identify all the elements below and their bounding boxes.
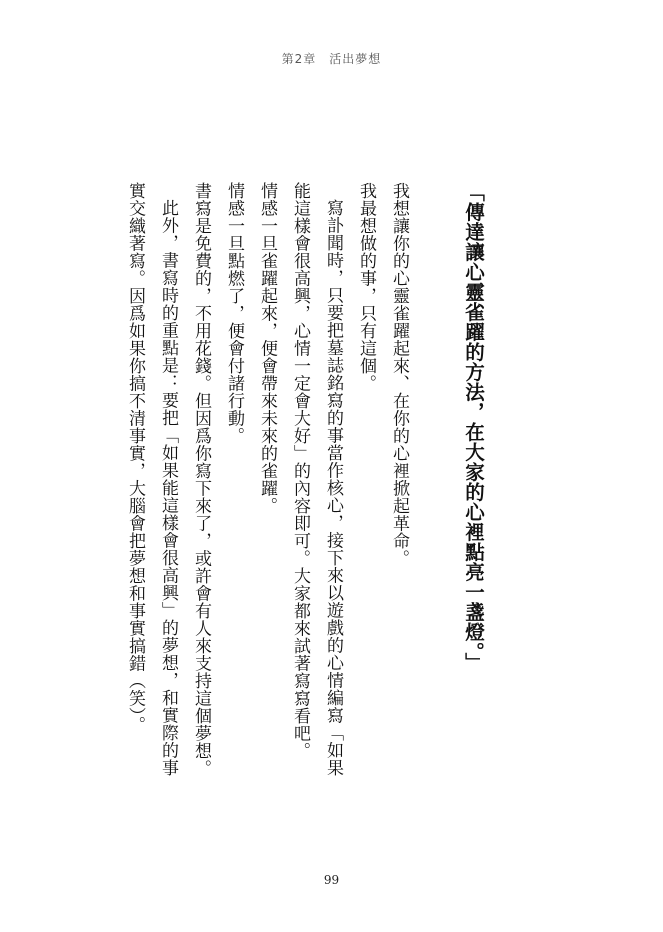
paragraph: 情感一旦雀躍起來，便會帶來未來的雀躍。 xyxy=(257,182,277,515)
section-heading: 「傳達讓心靈雀躍的方法，在大家的心裡點亮一盞燈。」 xyxy=(462,182,485,673)
paragraph: 此外，書寫時的重點是：要把「如果能這樣會很高興」的夢想，和實際的事實交織著寫。因爲如果你搞不清事實，大腦會把夢想和事實搞錯（笑）。 xyxy=(125,182,178,777)
page-body xyxy=(118,182,578,782)
paragraph: 書寫是免費的，不用花錢。但因爲你寫下來了，或許會有人來支持這個夢想。 xyxy=(191,182,211,777)
page-number: 99 xyxy=(323,873,340,887)
paragraph: 我最想做的事，只有這個。 xyxy=(356,182,376,392)
running-head: 第2章 活出夢想 xyxy=(281,52,382,66)
paragraph: 我想讓你的心靈雀躍起來、在你的心裡掀起革命。 xyxy=(389,182,409,567)
paragraph: 寫訃聞時，只要把墓誌銘寫的事當作核心，接下來以遊戲的心情編寫「如果能這樣會很高興，心情一定會大好」的內容即可。大家都來試著寫寫看吧。 xyxy=(290,182,343,777)
paragraph: 情感一旦點燃了，便會付諸行動。 xyxy=(224,182,244,445)
vertical-text-block xyxy=(118,182,490,782)
